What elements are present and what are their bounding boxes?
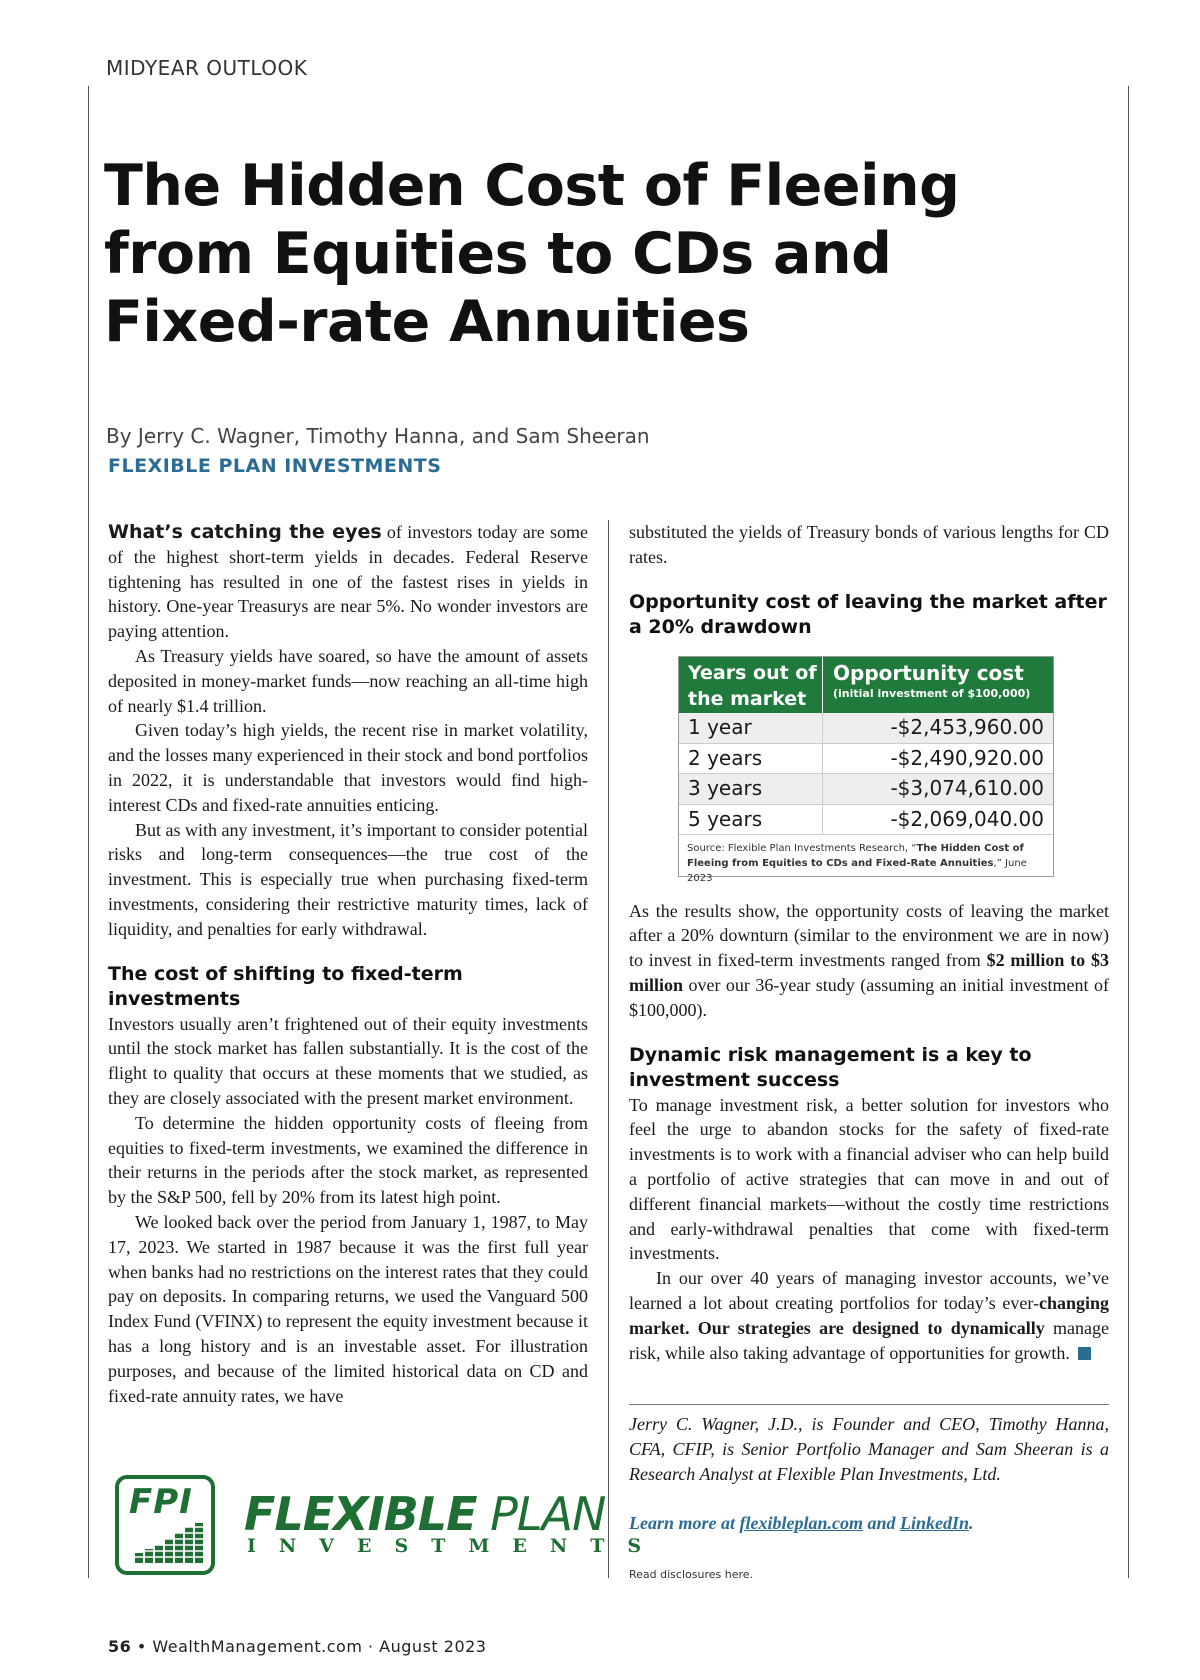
table-row: [679, 713, 1053, 744]
brand-subtitle: INVESTMENTS: [247, 1535, 665, 1557]
disclosures-link[interactable]: Read disclosures here.: [629, 1568, 754, 1581]
table-header: [679, 657, 1053, 713]
paragraph: To determine the hidden opportunity costs of fleeing from equities to fixed-term investments, we examined the difference in their returns in the periods after the stock market, as represented by the S&P 500, fell by 20% from its latest high point.: [108, 1112, 588, 1208]
column-divider: [608, 520, 609, 1578]
flexibleplan-link[interactable]: flexibleplan.com: [739, 1513, 863, 1533]
subheading-dynamic-risk: Dynamic risk management is a key to investment success: [629, 1043, 1032, 1091]
end-mark-icon: [1078, 1347, 1091, 1360]
paragraph-intro: What’s catching the eyes of investors today are some of the highest short-term yields in decades. Federal Reserve tightening has resulted in one of the fastest rises in yields in history. One-year Treasurys are near 5%. No wonder investors are paying attention.: [108, 521, 588, 642]
table-heading: Opportunity cost of leaving the market after a 20% drawdown: [629, 590, 1107, 638]
company-name: FLEXIBLE PLAN INVESTMENTS: [108, 455, 442, 477]
author-bio: Jerry C. Wagner, J.D., is Founder and CEO, Timothy Hanna, CFA, CFIP, is Senior Portfolio Manager and Sam Sheeran is a Research Analyst at Flexible Plan Investments, Ltd.: [629, 1414, 1109, 1484]
cell-years: 2 years: [679, 744, 823, 774]
rising-bars-icon: [135, 1523, 205, 1563]
section-label: MIDYEAR OUTLOOK: [106, 56, 308, 80]
subheading-cost-of-shifting: The cost of shifting to fixed-term investments: [108, 962, 463, 1010]
paragraph-closing: In our over 40 years of managing investor accounts, we’ve learned a lot about creating portfolios for today’s ever-changing market. Our strategies are designed to dynamically manage risk, while also taking advantage of opportunities for growth.: [629, 1268, 1110, 1363]
left-rule: [88, 86, 89, 1578]
cell-cost: -$2,069,040.00: [890, 806, 1044, 831]
paragraph: To manage investment risk, a better solution for investors who feel the urge to abandon stocks for the safety of fixed-rate investments is to work with a financial adviser who can help build a portfolio of active strategies that can move in and out of different financial markets—without the costly time restrictions and early-withdrawal penalties that come with fixed-term investments.: [629, 1094, 1109, 1264]
cell-years: 1 year: [679, 713, 823, 743]
cell-years: 3 years: [679, 774, 823, 804]
cell-cost: -$3,074,610.00: [890, 776, 1044, 800]
cell-years: 5 years: [679, 805, 823, 835]
paragraph: substituted the yields of Treasury bonds of various lengths for CD rates.: [629, 522, 1109, 567]
bio-divider: [629, 1404, 1109, 1405]
fpi-logo-badge: [115, 1475, 215, 1575]
paragraph: We looked back over the period from January 1, 1987, to May 17, 2023. We started in 1987 because it was the first full year when banks had no restrictions on the interest rates that they could pay on deposits. In comparing returns, we used the Vanguard 500 Index Fund (VFINX) to represent the equity investment because it has a long history and is an investable asset. For illustration purposes, and because of the limited historical data on CD and fixed-rate annuity rates, we have: [108, 1211, 588, 1406]
linkedin-link[interactable]: LinkedIn: [900, 1513, 970, 1533]
cell-cost: -$2,453,960.00: [890, 715, 1044, 739]
paragraph: As Treasury yields have soared, so have the amount of assets deposited in money-market funds—now reaching an all-time high of nearly $1.4 trillion.: [108, 645, 588, 716]
table-header-years: Years out of the market: [679, 657, 823, 713]
table-row: [679, 774, 1053, 805]
right-rule: [1128, 86, 1129, 1578]
column-right: [629, 520, 1109, 1365]
lead-in: What’s catching the eyes: [108, 521, 382, 543]
table-row: [679, 744, 1053, 775]
cell-cost: -$2,490,920.00: [890, 745, 1044, 770]
table-row: [679, 805, 1053, 836]
opportunity-cost-table: [678, 656, 1054, 884]
learn-more: Learn more at flexibleplan.com and LinkedIn.: [629, 1513, 974, 1533]
table-header-cost: Opportunity cost (initial investment of $100,000): [833, 661, 1031, 700]
fpi-badge-text: FPI: [129, 1482, 193, 1522]
article-title: The Hidden Cost of Fleeing from Equities to CDs and Fixed-rate Annuities: [104, 153, 960, 355]
table-source: Source: Flexible Plan Investments Research, “The Hidden Cost of Fleeing from Equities to CDs and Fixed-Rate Annuities,” June 2023: [687, 843, 1027, 884]
paragraph-results: As the results show, the opportunity costs of leaving the market after a 20% downturn (similar to the environment we are in now) to invest in fixed-term investments ranged from $2 million to $3 million over our 36-year study (assuming an initial investment of $100,000).: [629, 900, 1109, 1020]
byline: By Jerry C. Wagner, Timothy Hanna, and Sam Sheeran: [106, 424, 650, 448]
paragraph: Investors usually aren’t frightened out of their equity investments until the stock market has fallen substantially. It is the cost of the flight to quality that occurs at these moments that we studied, as they are closely associated with the present market environment.: [108, 1013, 588, 1108]
paragraph: But as with any investment, it’s important to consider potential risks and long-term consequences—the true cost of the investment. This is especially true when purchasing fixed-term investments, considering their restrictive maturity times, lack of liquidity, and penalties for early withdrawal.: [108, 819, 588, 939]
paragraph: Given today’s high yields, the recent rise in market volatility, and the losses many experienced in their stock and bond portfolios in 2022, it is understandable that investors would find high-interest CDs and fixed-rate annuities enticing.: [108, 720, 588, 815]
page-footer: 56 • WealthManagement.com · August 2023: [108, 1637, 487, 1656]
column-left: [108, 520, 588, 1408]
table-body: [679, 713, 1053, 835]
brand-name: FLEXIBLE PLAN: [244, 1487, 606, 1541]
